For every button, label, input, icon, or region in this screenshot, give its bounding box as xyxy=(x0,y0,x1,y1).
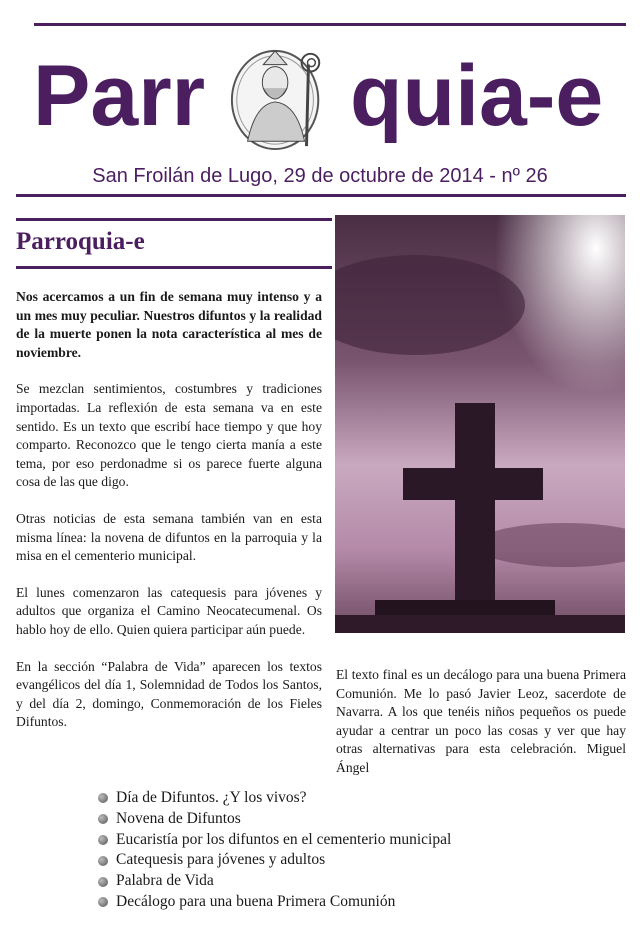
list-item-label: Novena de Difuntos xyxy=(116,809,241,827)
header-bottom-rule xyxy=(16,194,626,197)
list-item-label: Catequesis para jóvenes y adultos xyxy=(116,851,326,869)
body-paragraph: Se mezclan sentimientos, costumbres y tradiciones importadas. La reflexión de esta semana va en este sentido. Es un texto que escribí hace tiempo y que hoy comparto. Reconozco que le tengo cierta manía a este tema, por eso perdonadme si os parece fuerte alguna cosa de las que digo. xyxy=(16,381,322,490)
saint-emblem-icon xyxy=(226,42,334,154)
bullet-icon xyxy=(98,897,108,907)
bullet-icon xyxy=(98,835,108,845)
issue-subtitle: San Froilán de Lugo, 29 de octubre de 2014 - nº 26 xyxy=(92,165,548,187)
body-paragraph: El lunes comenzaron las catequesis para jóvenes y adultos que organiza el Camino Neocatecumenal. Os hablo hoy de ello. Quien quiera participar aún puede. xyxy=(16,584,322,637)
section-title: Parroquia-e xyxy=(16,228,145,255)
list-item xyxy=(98,871,451,892)
list-item xyxy=(98,850,451,871)
list-item-label: Día de Difuntos. ¿Y los vivos? xyxy=(116,789,307,806)
section-bottom-rule xyxy=(16,266,332,269)
section-top-rule xyxy=(16,218,332,221)
cross-sunset-photo xyxy=(335,215,625,633)
bullet-icon xyxy=(98,793,108,803)
bullet-icon xyxy=(98,877,108,887)
left-column xyxy=(16,288,322,750)
masthead-title-left: Parr xyxy=(33,48,206,144)
top-rule xyxy=(34,23,626,26)
right-column xyxy=(336,666,626,778)
contents-list xyxy=(98,788,451,913)
lead-paragraph: Nos acercamos a un fin de semana muy intenso y a un mes muy peculiar. Nuestros difuntos y la realidad de la muerte ponen la nota característica al mes de noviembre. xyxy=(16,289,322,360)
body-paragraph: En la sección “Palabra de Vida” aparecen los textos evangélicos del día 1, Solemnidad de Todos los Santos, y del día 2, domingo, Conmemoración de los Fieles Difuntos. xyxy=(16,658,322,730)
list-item xyxy=(98,788,451,809)
list-item xyxy=(98,830,451,851)
list-item xyxy=(98,892,451,913)
masthead-title-right: quia-e xyxy=(350,48,604,144)
list-item-label: Palabra de Vida xyxy=(116,872,214,890)
body-paragraph: El texto final es un decálogo para una buena Primera Comunión. Me lo pasó Javier Leoz, sacerdote de Navarra. A los que tenéis niños pequeños os puede ayudar a centrar un poco las cosas y ver que hay otras alternativas para esta celebración. Miguel Ángel xyxy=(336,667,626,775)
body-paragraph: Otras noticias de esta semana también van en esta misma línea: la novena de difuntos en la parroquia y la misa en el cementerio municipal. xyxy=(16,510,322,564)
bullet-icon xyxy=(98,856,108,866)
list-item xyxy=(98,809,451,830)
list-item-label: Decálogo para una buena Primera Comunión xyxy=(116,892,396,910)
list-item-label: Eucaristía por los difuntos en el cementerio municipal xyxy=(116,830,452,848)
bullet-icon xyxy=(98,814,108,824)
